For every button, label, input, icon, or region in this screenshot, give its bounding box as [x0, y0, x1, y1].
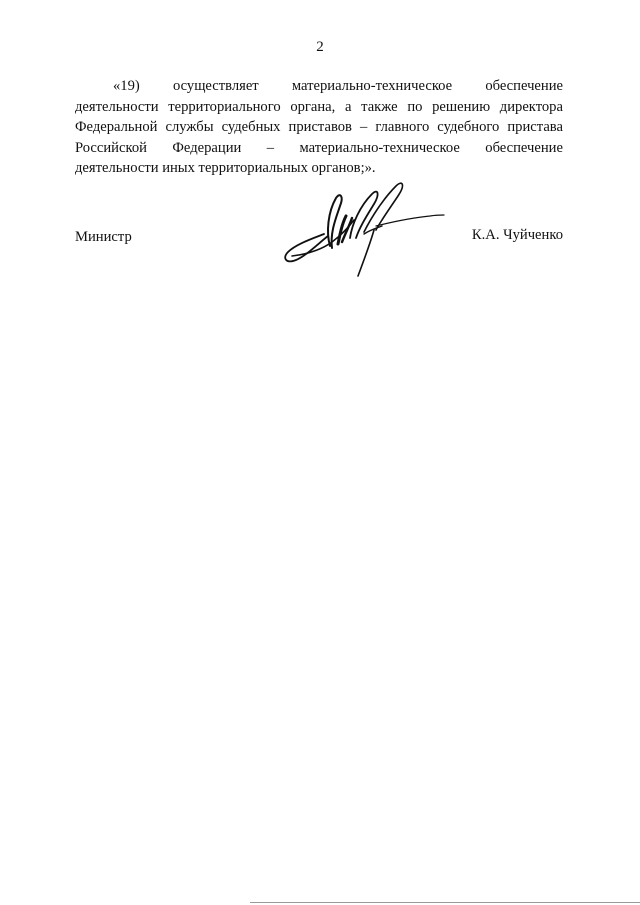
paragraph-line-1: [75, 76, 563, 97]
paragraph-line-4: [75, 138, 563, 159]
word: а: [344, 98, 352, 115]
signer-name: К.А. Чуйченко: [471, 227, 563, 243]
word: –: [266, 139, 275, 156]
word: пристава: [507, 119, 563, 136]
scan-edge-divider: [250, 902, 640, 903]
word: обеспечение: [485, 139, 563, 156]
paragraph-line-3: [75, 117, 563, 138]
word: Федерации: [172, 139, 242, 156]
word: Федеральной: [75, 119, 158, 136]
word: приставов: [288, 119, 352, 136]
word: решению: [432, 98, 491, 115]
word: территориального: [168, 98, 281, 115]
signature-block: [75, 220, 563, 290]
word: Российской: [75, 139, 147, 156]
handwritten-signature-icon: [280, 172, 450, 284]
word: судебного: [437, 119, 500, 136]
word: судебных: [221, 119, 281, 136]
word: материально-техническое: [291, 78, 453, 94]
paragraph-line-2: [75, 97, 563, 118]
word: по: [407, 98, 423, 115]
word: осуществляет: [172, 78, 259, 94]
word: также: [361, 98, 398, 115]
word: «19): [113, 78, 140, 94]
signer-title: Министр: [75, 229, 132, 245]
word: директора: [499, 98, 563, 115]
word: –: [359, 119, 368, 136]
word: органа,: [290, 98, 336, 115]
page-number: 2: [316, 39, 324, 55]
word: материально-техническое: [299, 139, 460, 156]
word: деятельности иных территориальных органов;».: [75, 160, 376, 177]
word: деятельности: [75, 98, 159, 115]
amendment-paragraph: [75, 76, 563, 179]
word: обеспечение: [485, 78, 563, 94]
word: службы: [165, 119, 214, 136]
word: главного: [375, 119, 430, 136]
